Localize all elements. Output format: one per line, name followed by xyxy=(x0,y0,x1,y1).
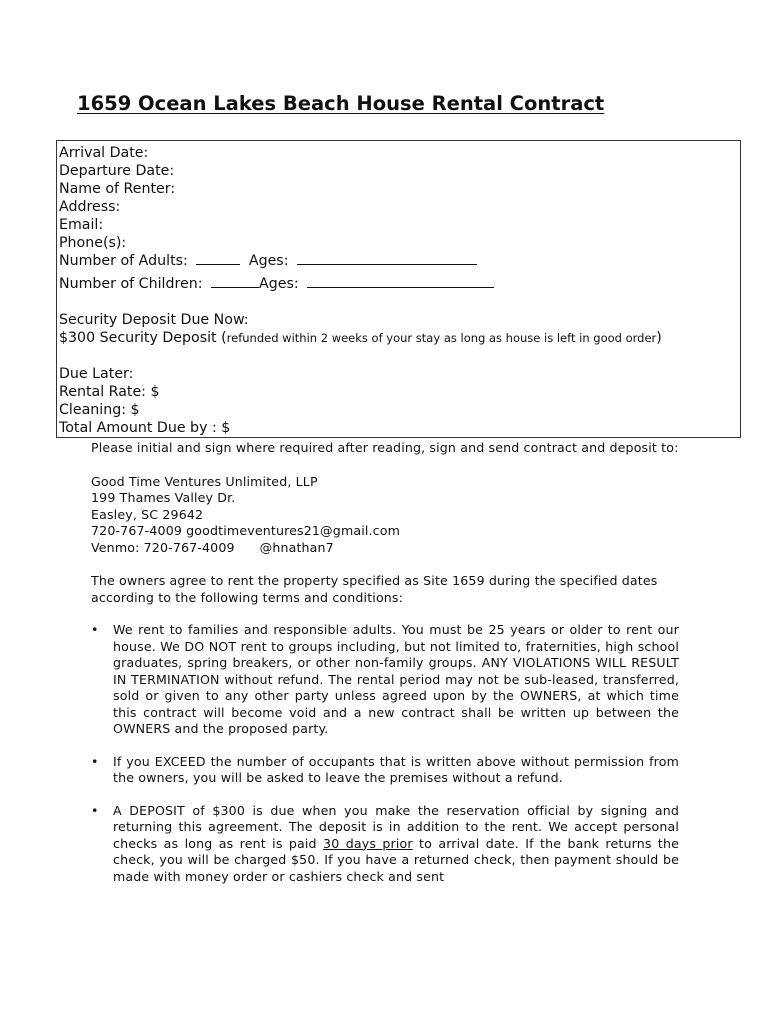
adults-label: Number of Adults: xyxy=(59,253,188,269)
contract-body xyxy=(91,440,679,901)
adults-ages-blank[interactable] xyxy=(297,252,477,265)
departure-date-label: Departure Date: xyxy=(59,163,175,179)
address-label: Address: xyxy=(59,199,121,215)
cleaning-label: Cleaning: $ xyxy=(59,402,140,418)
security-due-label: Security Deposit Due Now: xyxy=(59,312,249,328)
adults-ages-label: Ages: xyxy=(248,253,289,269)
term-deposit-a: A DEPOSIT of $300 is due when you make the reservation official by signing and returning this agreement. The deposit is in addition to the rent. We accept personal checks as long as rent is paid xyxy=(113,802,679,851)
term-age-policy: We rent to families and responsible adults. You must be 25 years or older to rent our house. We DO NOT rent to groups including, but not limited to, fraternities, high school graduates, spring breakers, or other non-family groups. ANY VIOLATIONS WILL RESULT IN TERMINATION without refund. The rental period may not be sub-leased, transferred, sold or given to any other party unless agreed upon by the OWNERS, at which time this contract will become void and a new contract shall be written up between the OWNERS and the proposed party. xyxy=(113,622,679,736)
company-name: Good Time Ventures Unlimited, LLP xyxy=(91,473,318,489)
city-state-zip: Easley, SC 29642 xyxy=(91,506,204,522)
page-title: 1659 Ocean Lakes Beach House Rental Contract xyxy=(77,92,605,115)
adults-row xyxy=(59,252,740,270)
children-label: Number of Children: xyxy=(59,276,203,292)
security-close: ) xyxy=(656,330,662,346)
bullet-icon: • xyxy=(91,622,99,637)
renter-name-label: Name of Renter: xyxy=(59,181,176,197)
due-later-label: Due Later: xyxy=(59,366,134,382)
phone-email: 720-767-4009 goodtimeventures21@gmail.com xyxy=(91,523,401,538)
children-count-blank[interactable] xyxy=(211,275,259,288)
list-item xyxy=(91,803,679,886)
terms-list xyxy=(91,622,679,885)
bullet-icon: • xyxy=(91,802,99,818)
spacer xyxy=(59,347,740,365)
renter-info-box xyxy=(56,140,741,438)
term-deposit-underlined: 30 days prior xyxy=(323,835,413,851)
term-deposit-b: to arrival date. If the bank returns the check, you will be charged $50. If you have a returned check, then payment should be made with money order or cashiers check and sent xyxy=(113,835,680,884)
email-label: Email: xyxy=(59,217,104,233)
arrival-date-label: Arrival Date: xyxy=(59,145,149,161)
rental-rate-label: Rental Rate: $ xyxy=(59,384,160,400)
security-note: refunded within 2 weeks of your stay as long as house is left in good order xyxy=(226,331,657,345)
spacer xyxy=(59,293,740,311)
instructions-text: Please initial and sign where required after reading, sign and send contract and deposit to: xyxy=(91,440,679,455)
children-ages-label: Ages: xyxy=(259,276,299,292)
security-deposit-row xyxy=(59,329,740,347)
children-row xyxy=(59,275,740,293)
owner-address-block xyxy=(91,474,679,557)
adults-count-blank[interactable] xyxy=(196,252,240,265)
terms-intro: The owners agree to rent the property specified as Site 1659 during the specified dates according to the following terms and conditions: xyxy=(91,573,658,605)
street-address: 199 Thames Valley Dr. xyxy=(91,490,236,505)
children-ages-blank[interactable] xyxy=(307,275,494,288)
list-item xyxy=(91,622,679,738)
bullet-icon: • xyxy=(91,753,99,769)
total-due-label: Total Amount Due by : $ xyxy=(59,420,231,436)
security-amount: $300 Security Deposit ( xyxy=(59,330,227,346)
phones-label: Phone(s): xyxy=(59,235,127,251)
venmo-info: Venmo: 720-767-4009 @hnathan7 xyxy=(91,539,334,555)
term-occupancy: If you EXCEED the number of occupants that is written above without permission from the owners, you will be asked to leave the premises without a refund. xyxy=(113,753,679,785)
list-item xyxy=(91,754,679,787)
